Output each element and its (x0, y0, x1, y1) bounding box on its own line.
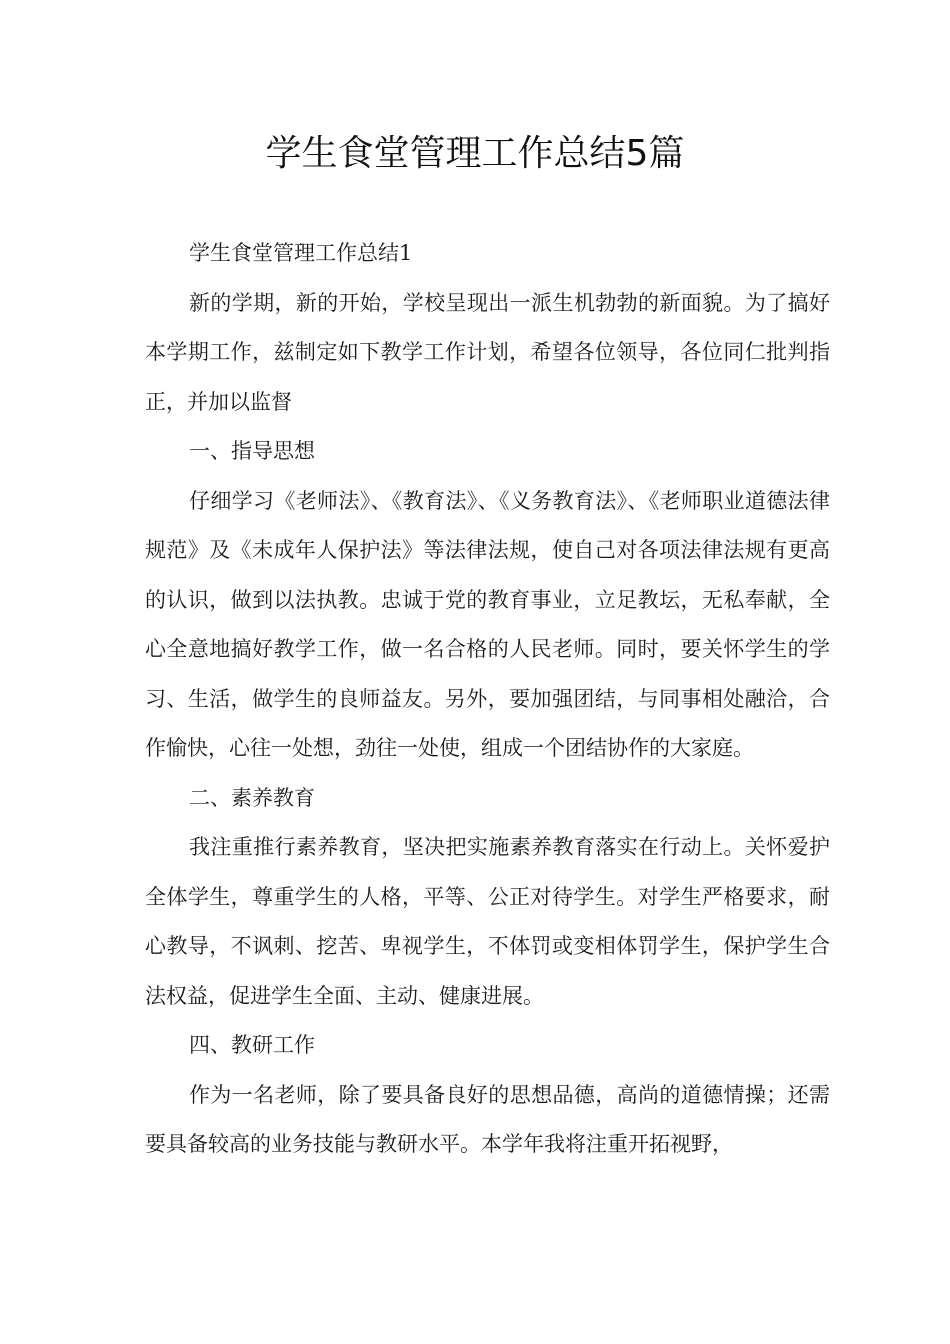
intro-paragraph: 新的学期，新的开始，学校呈现出一派生机勃勃的新面貌。为了搞好本学期工作，兹制定如下教学工作计划，希望各位领导，各位同仁批判指正，并加以监督 (145, 290, 830, 414)
heading-guiding-thought: 一、指导思想 (189, 439, 315, 463)
heading-teaching-research: 四、教研工作 (189, 1033, 315, 1057)
paragraph-quality-education: 我注重推行素养教育，坚决把实施素养教育落实在行动上。关怀爱护全体学生，尊重学生的人格，平等、公正对待学生。对学生严格要求，耐心教导，不讽刺、挖苦、卑视学生，不体罚或变相体罚学生，保护学生合法权益，促进学生全面、主动、健康进展。 (145, 835, 830, 1008)
document-title: 学生食堂管理工作总结5篇 (265, 133, 685, 174)
paragraph-teaching-research: 作为一名老师，除了要具备良好的思想品德，高尚的道德情操；还需要具备较高的业务技能与教研水平。本学年我将注重开拓视野， (145, 1082, 830, 1156)
paragraph-guiding-thought: 仔细学习《老师法》、《教育法》、《义务教育法》、《老师职业道德法律规范》及《未成年人保护法》等法律法规，使自己对各项法律法规有更高的认识，做到以法执教。忠诚于党的教育事业，立足教坛，无私奉献，全心全意地搞好教学工作，做一名合格的人民老师。同时，要关怀学生的学习、生活，做学生的良师益友。另外，要加强团结，与同事相处融洽，合作愉快，心往一处想，劲往一处使，组成一个团结协作的大家庭。 (145, 488, 830, 760)
heading-quality-education: 二、素养教育 (189, 785, 315, 810)
section-heading-1: 学生食堂管理工作总结1 (189, 241, 413, 265)
document-body (145, 229, 830, 1170)
